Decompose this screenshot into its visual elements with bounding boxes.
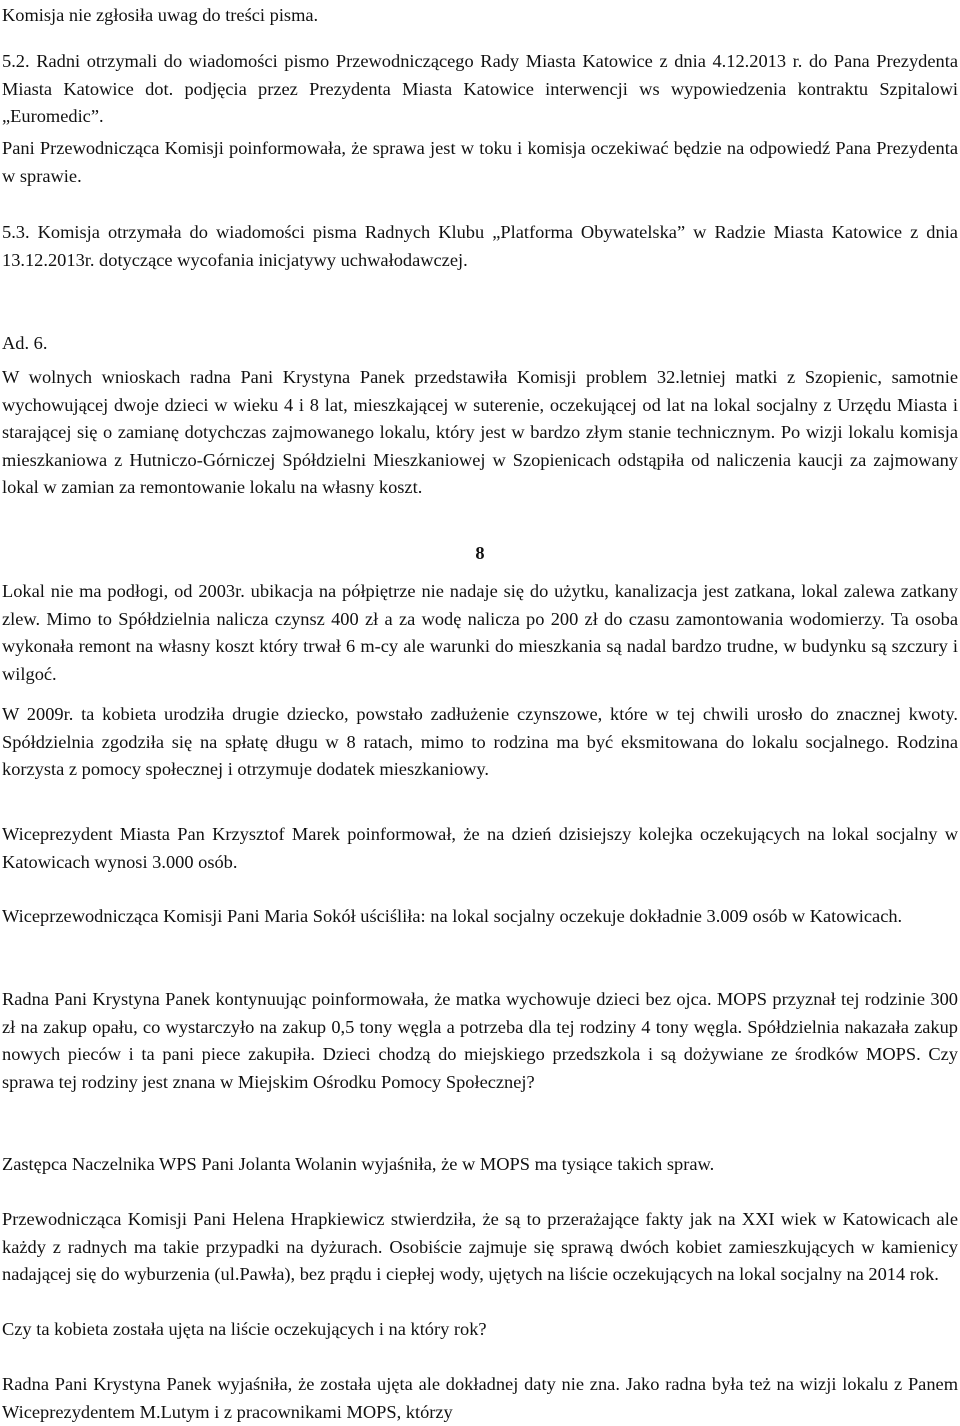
paragraph-chair-statement: Przewodnicząca Komisji Pani Helena Hrapkiewicz stwierdziła, że są to przerażające fakty jak na XXI wiek w Katowicach ale każdy z radnych ma takie przypadki na dyżurach. Osobiście zajmuje się sprawą dwóch kobiet zamieszkujących w kamienicy nadającej się do wyburzenia (ul.Pawła), bez prądu i ciepłej wody, ujętych na liście oczekujących na lokal socjalny na 2014 rok. bbox=[2, 1209, 958, 1285]
paragraph-debt: W 2009r. ta kobieta urodziła drugie dziecko, powstało zadłużenie czynszowe, które w tej chwili urosło do znacznej kwoty. Spółdzielnia zgodziła się na spłatę długu w 8 ratach, mimo to rodzina ma być eksmitowana do lokalu socjalnego. Rodzina korzysta z pomocy społecznej i otrzymuje dodatek mieszkaniowy. bbox=[2, 704, 958, 780]
paragraph-chair-info: Pani Przewodnicząca Komisji poinformowała, że sprawa jest w toku i komisja oczekiwać będzie na odpowiedź Pana Prezydenta w sprawie. bbox=[2, 138, 958, 186]
page-number: 8 bbox=[475, 543, 485, 563]
paragraph-no-comments: Komisja nie zgłosiła uwag do treści pisma. bbox=[2, 5, 319, 25]
paragraph-free-motions: W wolnych wnioskach radna Pani Krystyna Panek przedstawiła Komisji problem 32.letniej matki z Szopienic, samotnie wychowującej dwoje dzieci w wieku 4 i 8 lat, mieszkającej w suterenie, oczekującej od lat na lokal socjalny z Urzędu Miasta i starającej się o zamianę dotychczas zajmowanego lokalu, który jest w bardzo złym stanie technicznym. Po wizji lokalu komisja mieszkaniowa z Hutniczo-Górniczej Spółdzielni Mieszkaniowej w Szopienicach odstąpiła od naliczenia kaucji za zajmowany lokal w zamian za remontowanie lokalu na własny koszt. bbox=[2, 367, 958, 498]
section-text-5-2: Radni otrzymali do wiadomości pismo Przewodniczącego Rady Miasta Katowice z dnia 4.12.2013 r. do Pana Prezydenta Miasta Katowice dot. podjęcia przez Prezydenta Miasta Katowice interwencji ws wypowiedzenia kontraktu Szpitalowi „Euromedic”. bbox=[2, 51, 958, 127]
section-number-5-3: 5.3. bbox=[2, 222, 30, 242]
paragraph-explanation: Radna Pani Krystyna Panek wyjaśniła, że została ujęta ale dokładnej daty nie zna. Jako radna była też na wizji lokalu z Panem Wiceprezydentem M.Lutym i z pracownikami MOPS, którzy bbox=[2, 1374, 958, 1422]
section-number-5-2: 5.2. bbox=[2, 51, 30, 71]
section-text-5-3: Komisja otrzymała do wiadomości pisma Radnych Klubu „Platforma Obywatelska” w Radzie Miasta Katowice z dnia 13.12.2013r. dotyczące wycofania inicjatywy uchwałodawczej. bbox=[2, 222, 958, 270]
paragraph-vice-president: Wiceprezydent Miasta Pan Krzysztof Marek poinformował, że na dzień dzisiejszy kolejka oczekujących na lokal socjalny w Katowicach wynosi 3.000 osób. bbox=[2, 824, 958, 872]
paragraph-question: Czy ta kobieta została ujęta na liście oczekujących i na który rok? bbox=[2, 1319, 487, 1339]
paragraph-wps-deputy: Zastępca Naczelnika WPS Pani Jolanta Wolanin wyjaśniła, że w MOPS ma tysiące takich spraw. bbox=[2, 1154, 715, 1174]
paragraph-mops-support: Radna Pani Krystyna Panek kontynuując poinformowała, że matka wychowuje dzieci bez ojca. MOPS przyznał tej rodzinie 300 zł na zakup opału, co wystarczyło na zakup 0,5 tony węgla a potrzeba dla tej rodziny 4 tony węgla. Spółdzielnia nakazała zakup nowych pieców i ta pani piece zakupiła. Dzieci chodzą do miejskiego przedszkola i są dożywiane ze środków MOPS. Czy sprawa tej rodziny jest znana w Miejskim Ośrodku Pomocy Społecznej? bbox=[2, 989, 958, 1092]
paragraph-vice-chair: Wiceprzewodnicząca Komisji Pani Maria Sokół uściśliła: na lokal socjalny oczekuje dokładnie 3.009 osób w Katowicach. bbox=[2, 906, 903, 926]
paragraph-apartment-condition: Lokal nie ma podłogi, od 2003r. ubikacja na półpiętrze nie nadaje się do użytku, kanalizacja jest zatkana, lokal zalewa zatkany zlew. Mimo to Spółdzielnia nalicza czynsz 400 zł a za wodę nalicza po 200 zł do czasu zamontowania wodomierzy. Ta osoba wykonała remont na własny koszt który trwał 6 m-cy ale warunki do mieszkania są nadal bardzo trudne, w budynku są szczury i wilgoć. bbox=[2, 581, 958, 684]
paragraph-5-2 bbox=[2, 48, 958, 131]
heading-ad-6: Ad. 6. bbox=[2, 333, 48, 353]
paragraph-5-3 bbox=[2, 219, 958, 274]
